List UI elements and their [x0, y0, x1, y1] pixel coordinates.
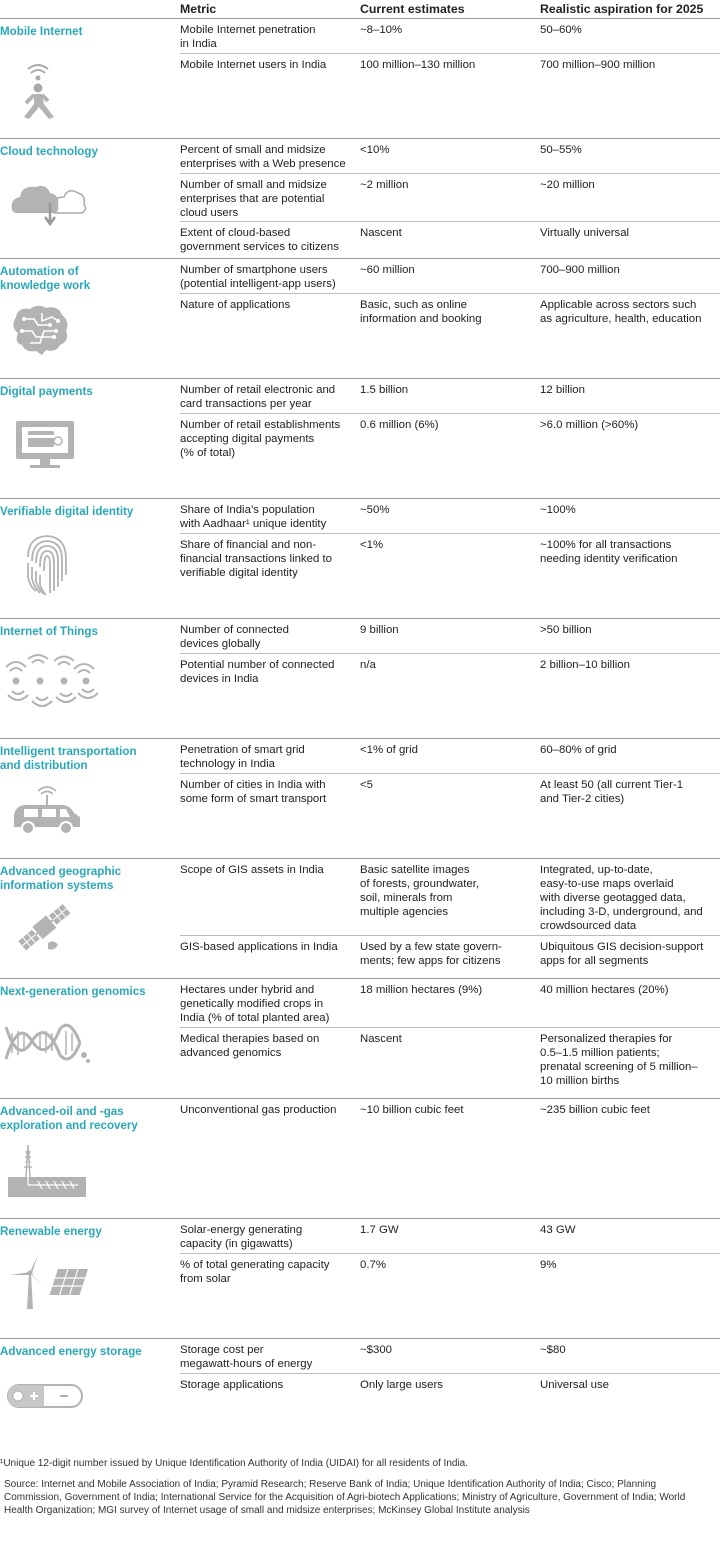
metric-cell: Number of smartphone users (potential intelligent-app users)	[180, 264, 336, 290]
satellite-icon	[14, 899, 76, 957]
section-advanced-oil-gas	[0, 1098, 720, 1218]
section-internet-of-things	[0, 618, 720, 738]
current-cell: ~60 million	[360, 264, 415, 276]
section-renewable-energy	[0, 1218, 720, 1338]
aspiration-cell: 40 million hectares (20%)	[540, 984, 669, 996]
current-cell: 1.7 GW	[360, 1224, 399, 1236]
aspiration-cell: >6.0 million (>60%)	[540, 419, 639, 431]
current-cell: ~$300	[360, 1344, 392, 1356]
current-cell: Nascent	[360, 227, 402, 239]
aspiration-cell: ~100% for all transactions needing identity verification	[540, 539, 678, 565]
table-row	[180, 53, 720, 139]
table-row	[180, 1027, 720, 1099]
metric-cell: Share of India’s population with Aadhaar¹ unique identity	[180, 504, 327, 530]
metric-cell: Number of retail electronic and card transactions per year	[180, 384, 336, 410]
metric-cell: Number of small and midsize enterprises that are potential cloud users	[180, 179, 327, 219]
aspiration-cell: 700 million–900 million	[540, 59, 656, 71]
metric-cell: Number of retail establishments accepting digital payments (% of total)	[180, 419, 341, 459]
table-row	[180, 1373, 720, 1439]
header-current-estimates: Current estimates	[360, 2, 465, 16]
aspiration-cell: >50 billion	[540, 624, 592, 636]
section-title: Intelligent transportation and distribution	[0, 745, 137, 772]
aspiration-cell: ~20 million	[540, 179, 595, 191]
current-cell: ~50%	[360, 504, 390, 516]
aspiration-cell: ~$80	[540, 1344, 566, 1356]
current-cell: 18 million hectares (9%)	[360, 984, 483, 996]
table-row	[180, 293, 720, 379]
section-title: Internet of Things	[0, 625, 98, 638]
aspiration-cell: 50–60%	[540, 24, 582, 36]
aspiration-cell: Universal use	[540, 1379, 610, 1391]
metric-cell: Mobile Internet penetration in India	[180, 24, 316, 50]
section-advanced-energy-storage	[0, 1338, 720, 1438]
current-cell: Only large users	[360, 1379, 443, 1391]
current-cell: Basic satellite images of forests, groundwater, soil, minerals from multiple agencies	[360, 864, 480, 918]
aspiration-cell: 60–80% of grid	[540, 744, 617, 756]
aspiration-cell: Ubiquitous GIS decision-support apps for all segments	[540, 941, 704, 967]
metric-cell: Potential number of connected devices in India	[180, 659, 335, 685]
current-cell: 0.6 million (6%)	[360, 419, 439, 431]
table-row	[180, 859, 720, 935]
fingerprint-icon	[22, 531, 72, 597]
table-row	[180, 619, 720, 653]
aspiration-cell: 9%	[540, 1259, 557, 1271]
section-title: Digital payments	[0, 385, 93, 398]
current-cell: <1% of grid	[360, 744, 418, 756]
table-row	[180, 935, 720, 979]
oil-rig-icon	[8, 1143, 86, 1197]
section-digital-payments	[0, 378, 720, 498]
dna-helix-icon	[4, 1021, 90, 1065]
current-cell: n/a	[360, 659, 376, 671]
connected-car-icon	[10, 783, 84, 835]
aspiration-cell: At least 50 (all current Tier-1 and Tier-2 cities)	[540, 779, 684, 805]
battery-icon	[6, 1383, 86, 1409]
aspiration-cell: Virtually universal	[540, 227, 630, 239]
current-cell: ~10 billion cubic feet	[360, 1104, 464, 1116]
table-row	[180, 221, 720, 259]
section-title: Advanced geographic information systems	[0, 865, 122, 892]
table-row	[180, 653, 720, 739]
metric-cell: Penetration of smart grid technology in India	[180, 744, 305, 770]
aspiration-cell: ~235 billion cubic feet	[540, 1104, 650, 1116]
current-cell: Used by a few state govern- ments; few apps for citizens	[360, 941, 502, 967]
section-intelligent-transportation	[0, 738, 720, 858]
metric-cell: Percent of small and midsize enterprises with a Web presence	[180, 144, 346, 170]
header-metric: Metric	[180, 2, 217, 16]
table-row	[180, 979, 720, 1027]
table-row	[180, 259, 720, 293]
section-title: Advanced energy storage	[0, 1345, 142, 1358]
table-row	[180, 773, 720, 859]
section-title: Verifiable digital identity	[0, 505, 134, 518]
aspiration-cell: 2 billion–10 billion	[540, 659, 630, 671]
current-cell: 100 million–130 million	[360, 59, 476, 71]
connected-signals-icon	[2, 653, 98, 713]
table-row	[180, 1253, 720, 1339]
footnote: ¹Unique 12-digit number issued by Unique Identification Authority of India (UIDAI) for all residents of India.	[0, 1458, 469, 1469]
metric-cell: Scope of GIS assets in India	[180, 864, 324, 876]
table-row	[180, 413, 720, 499]
table-row	[180, 1099, 720, 1219]
monitor-card-icon	[12, 419, 78, 471]
section-title: Mobile Internet	[0, 25, 83, 38]
metric-cell: Storage cost per megawatt-hours of energy	[180, 1344, 313, 1370]
aspiration-cell: 700–900 million	[540, 264, 620, 276]
table-row	[180, 1339, 720, 1373]
section-title: Cloud technology	[0, 145, 98, 158]
current-cell: ~2 million	[360, 179, 409, 191]
metric-cell: Unconventional gas production	[180, 1104, 337, 1116]
metric-cell: Extent of cloud-based government services to citizens	[180, 227, 339, 253]
table-row	[180, 139, 720, 173]
metric-cell: Share of financial and non- financial transactions linked to verifiable digital identity	[180, 539, 332, 579]
table-row	[180, 19, 720, 53]
section-cloud-technology	[0, 138, 720, 258]
table-row	[180, 379, 720, 413]
wind-solar-icon	[4, 1253, 88, 1311]
section-automation-knowledge-work	[0, 258, 720, 378]
current-cell: <5	[360, 779, 373, 791]
metric-cell: Number of cities in India with some form of smart transport	[180, 779, 327, 805]
current-cell: 0.7%	[360, 1259, 386, 1271]
mobile-person-icon	[8, 59, 68, 121]
section-title: Next-generation genomics	[0, 985, 146, 998]
metric-cell: Storage applications	[180, 1379, 284, 1391]
section-title: Automation of knowledge work	[0, 265, 91, 292]
metric-cell: Number of connected devices globally	[180, 624, 289, 650]
table-row	[180, 739, 720, 773]
metric-cell: % of total generating capacity from solar	[180, 1259, 330, 1285]
header-aspiration-2025: Realistic aspiration for 2025	[540, 2, 704, 16]
aspiration-cell: 12 billion	[540, 384, 585, 396]
aspiration-cell: 50–55%	[540, 144, 582, 156]
table-row	[180, 533, 720, 619]
metric-cell: Hectares under hybrid and genetically modified crops in India (% of total planted area)	[180, 984, 330, 1024]
section-next-gen-genomics	[0, 978, 720, 1098]
current-cell: <1%	[360, 539, 384, 551]
metric-cell: Nature of applications	[180, 299, 291, 311]
aspiration-cell: ~100%	[540, 504, 576, 516]
current-cell: ~8–10%	[360, 24, 403, 36]
current-cell: 1.5 billion	[360, 384, 409, 396]
table-row	[180, 173, 720, 221]
cloud-download-icon	[8, 179, 88, 229]
brain-circuit-icon	[8, 303, 72, 357]
metric-cell: GIS-based applications in India	[180, 941, 338, 953]
section-advanced-gis	[0, 858, 720, 978]
source-note: Source: Internet and Mobile Association of India; Pyramid Research; Reserve Bank of India; Unique Identification Authority of India; Cisco; Planning Commission, Government of India; International Service for the Acquisition of Agri-biotech Applications; Ministry of Agriculture, Government of India; World Health Organization; MGI survey of Internet usage of small and midsize enterprises; McKinsey Global Institute analysis	[4, 1479, 686, 1516]
section-mobile-internet	[0, 18, 720, 138]
aspiration-cell: Personalized therapies for 0.5–1.5 million patients; prenatal screening of 5 million– 10 million births	[540, 1033, 698, 1087]
aspiration-cell: Integrated, up-to-date, easy-to-use maps overlaid with diverse geotagged data, including 3-D, underground, and crowdsourced data	[540, 864, 703, 932]
section-title: Advanced-oil and -gas exploration and recovery	[0, 1105, 138, 1132]
section-title: Renewable energy	[0, 1225, 102, 1238]
metric-cell: Medical therapies based on advanced genomics	[180, 1033, 320, 1059]
table-row	[180, 1219, 720, 1253]
current-cell: Basic, such as online information and booking	[360, 299, 482, 325]
metric-cell: Solar-energy generating capacity (in gigawatts)	[180, 1224, 303, 1250]
section-verifiable-digital-identity	[0, 498, 720, 618]
metric-cell: Mobile Internet users in India	[180, 59, 327, 71]
table-header	[0, 0, 720, 18]
aspiration-cell: Applicable across sectors such as agriculture, health, education	[540, 299, 702, 325]
current-cell: 9 billion	[360, 624, 399, 636]
current-cell: <10%	[360, 144, 390, 156]
current-cell: Nascent	[360, 1033, 402, 1045]
table-row	[180, 499, 720, 533]
aspiration-cell: 43 GW	[540, 1224, 576, 1236]
